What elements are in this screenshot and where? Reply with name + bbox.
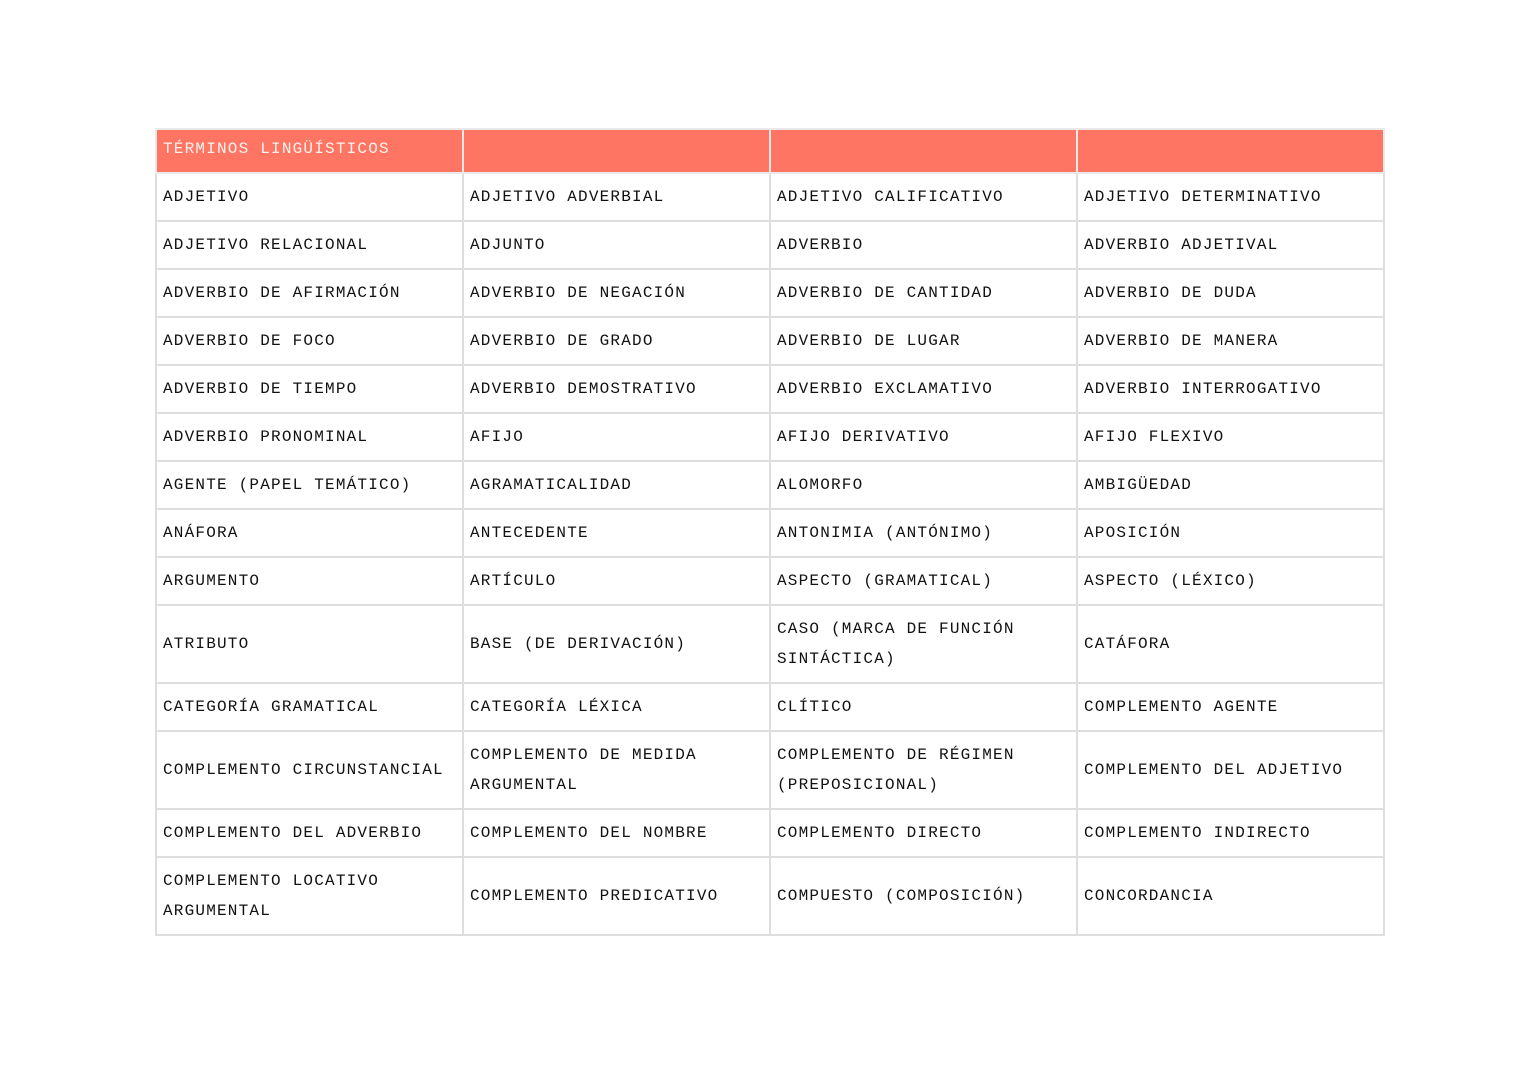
term-cell: APOSICIÓN xyxy=(1077,509,1384,557)
table-row xyxy=(156,809,1384,857)
term-cell: ADVERBIO DE MANERA xyxy=(1077,317,1384,365)
table-row xyxy=(156,605,1384,683)
table-row xyxy=(156,509,1384,557)
table-body xyxy=(156,129,1384,935)
term-cell: AFIJO FLEXIVO xyxy=(1077,413,1384,461)
header-row xyxy=(156,129,1384,173)
term-cell: AGENTE (PAPEL TEMÁTICO) xyxy=(156,461,463,509)
term-cell: CASO (MARCA DE FUNCIÓN SINTÁCTICA) xyxy=(770,605,1077,683)
term-cell: ASPECTO (LÉXICO) xyxy=(1077,557,1384,605)
term-cell: COMPLEMENTO AGENTE xyxy=(1077,683,1384,731)
table-row xyxy=(156,413,1384,461)
term-cell: ADJUNTO xyxy=(463,221,770,269)
term-cell: COMPLEMENTO DE RÉGIMEN (PREPOSICIONAL) xyxy=(770,731,1077,809)
table-row xyxy=(156,683,1384,731)
term-cell: ANTONIMIA (ANTÓNIMO) xyxy=(770,509,1077,557)
term-cell: CATEGORÍA GRAMATICAL xyxy=(156,683,463,731)
header-cell xyxy=(463,129,770,173)
term-cell: ASPECTO (GRAMATICAL) xyxy=(770,557,1077,605)
term-cell: ADVERBIO DE AFIRMACIÓN xyxy=(156,269,463,317)
table-row xyxy=(156,269,1384,317)
term-cell: ANÁFORA xyxy=(156,509,463,557)
term-cell: ADVERBIO DE NEGACIÓN xyxy=(463,269,770,317)
term-cell: ADJETIVO DETERMINATIVO xyxy=(1077,173,1384,221)
term-cell: ADVERBIO DE DUDA xyxy=(1077,269,1384,317)
term-cell: ARTÍCULO xyxy=(463,557,770,605)
table-row xyxy=(156,857,1384,935)
term-cell: AMBIGÜEDAD xyxy=(1077,461,1384,509)
term-cell: AFIJO xyxy=(463,413,770,461)
term-cell: CATEGORÍA LÉXICA xyxy=(463,683,770,731)
term-cell: CONCORDANCIA xyxy=(1077,857,1384,935)
term-cell: CLÍTICO xyxy=(770,683,1077,731)
header-cell xyxy=(770,129,1077,173)
term-cell: ALOMORFO xyxy=(770,461,1077,509)
term-cell: COMPLEMENTO DE MEDIDA ARGUMENTAL xyxy=(463,731,770,809)
term-cell: COMPLEMENTO CIRCUNSTANCIAL xyxy=(156,731,463,809)
term-cell: COMPLEMENTO LOCATIVO ARGUMENTAL xyxy=(156,857,463,935)
term-cell: ADVERBIO PRONOMINAL xyxy=(156,413,463,461)
term-cell: ADJETIVO xyxy=(156,173,463,221)
table-row xyxy=(156,731,1384,809)
term-cell: ADVERBIO DE TIEMPO xyxy=(156,365,463,413)
term-cell: COMPUESTO (COMPOSICIÓN) xyxy=(770,857,1077,935)
term-cell: CATÁFORA xyxy=(1077,605,1384,683)
term-cell: COMPLEMENTO INDIRECTO xyxy=(1077,809,1384,857)
term-cell: COMPLEMENTO DIRECTO xyxy=(770,809,1077,857)
term-cell: ANTECEDENTE xyxy=(463,509,770,557)
term-cell: ADJETIVO ADVERBIAL xyxy=(463,173,770,221)
table-row xyxy=(156,317,1384,365)
term-cell: COMPLEMENTO DEL ADJETIVO xyxy=(1077,731,1384,809)
term-cell: COMPLEMENTO DEL NOMBRE xyxy=(463,809,770,857)
header-cell xyxy=(1077,129,1384,173)
term-cell: ADVERBIO DE FOCO xyxy=(156,317,463,365)
header-cell: TÉRMINOS LINGÜÍSTICOS xyxy=(156,129,463,173)
linguistic-terms-table xyxy=(155,128,1385,936)
term-cell: ADVERBIO DE GRADO xyxy=(463,317,770,365)
table-row xyxy=(156,461,1384,509)
term-cell: AGRAMATICALIDAD xyxy=(463,461,770,509)
term-cell: ATRIBUTO xyxy=(156,605,463,683)
term-cell: AFIJO DERIVATIVO xyxy=(770,413,1077,461)
table-row xyxy=(156,557,1384,605)
term-cell: ARGUMENTO xyxy=(156,557,463,605)
term-cell: BASE (DE DERIVACIÓN) xyxy=(463,605,770,683)
term-cell: ADJETIVO CALIFICATIVO xyxy=(770,173,1077,221)
term-cell: ADJETIVO RELACIONAL xyxy=(156,221,463,269)
term-cell: ADVERBIO DE CANTIDAD xyxy=(770,269,1077,317)
term-cell: COMPLEMENTO DEL ADVERBIO xyxy=(156,809,463,857)
term-cell: COMPLEMENTO PREDICATIVO xyxy=(463,857,770,935)
table-row xyxy=(156,365,1384,413)
term-cell: ADVERBIO ADJETIVAL xyxy=(1077,221,1384,269)
term-cell: ADVERBIO DE LUGAR xyxy=(770,317,1077,365)
term-cell: ADVERBIO INTERROGATIVO xyxy=(1077,365,1384,413)
table-row xyxy=(156,173,1384,221)
term-cell: ADVERBIO DEMOSTRATIVO xyxy=(463,365,770,413)
table-row xyxy=(156,221,1384,269)
term-cell: ADVERBIO xyxy=(770,221,1077,269)
term-cell: ADVERBIO EXCLAMATIVO xyxy=(770,365,1077,413)
